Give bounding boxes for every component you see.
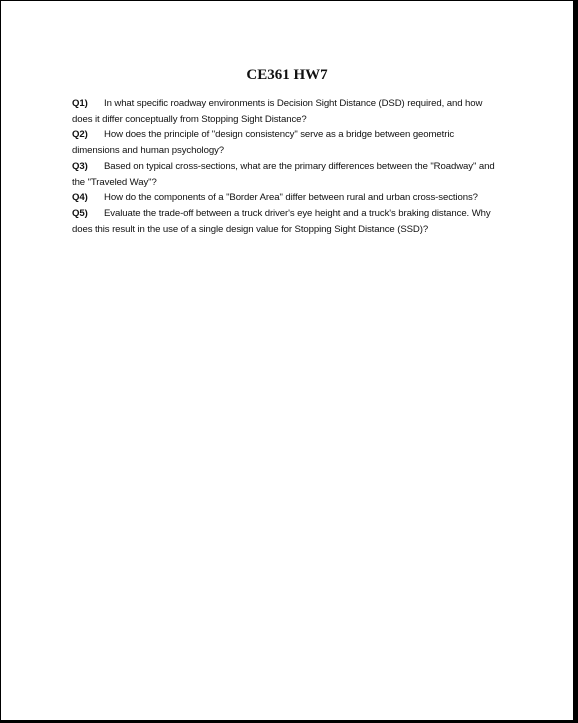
question-item: [72, 127, 502, 158]
question-text: How do the components of a "Border Area" differ between rural and urban cross-sections?: [104, 192, 478, 204]
question-number: Q3): [72, 160, 88, 172]
question-list: [72, 96, 502, 237]
question-text: How does the principle of "design consistency" serve as a bridge between geometric dimensions and human psychology?: [72, 129, 455, 157]
document-title: CE361 HW7: [246, 67, 328, 83]
question-number: Q4): [72, 192, 88, 204]
question-text: In what specific roadway environments is Decision Sight Distance (DSD) required, and how does it differ conceptually from Stopping Sight Distance?: [72, 98, 483, 125]
question-item: [72, 96, 502, 127]
question-number: Q5): [72, 207, 88, 219]
question-number: Q1): [72, 98, 88, 109]
question-number: Q2): [72, 129, 88, 141]
question-text: Based on typical cross-sections, what are the primary differences between the "Roadway" and the "Traveled Way"?: [72, 160, 495, 188]
question-item: [72, 190, 502, 206]
question-text: Evaluate the trade-off between a truck driver's eye height and a truck's braking distance. Why does this result in the use of a single design value for Stopping Sight Distance (SSD)?: [72, 207, 491, 235]
question-item: [72, 159, 502, 190]
document-page: [1, 1, 573, 720]
question-item: [72, 206, 502, 237]
